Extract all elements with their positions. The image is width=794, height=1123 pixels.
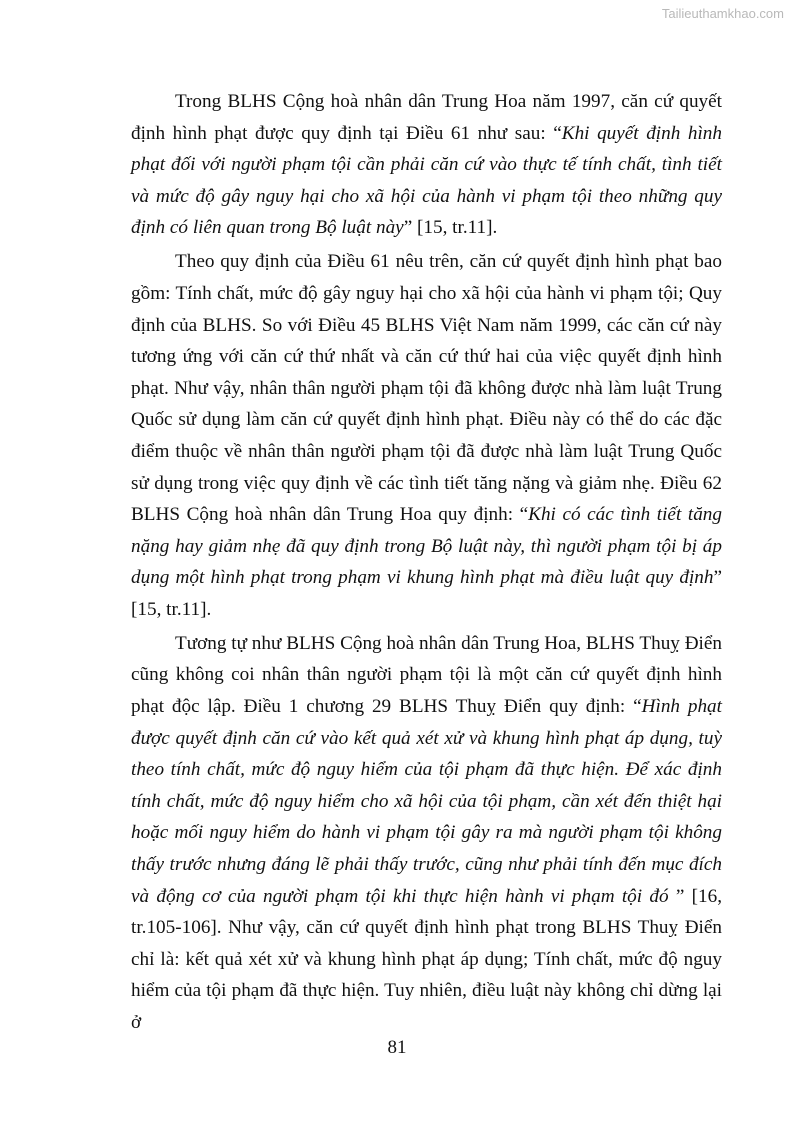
document-body xyxy=(131,86,722,1041)
quote-run: Hình phạt được quyết định căn cứ vào kết quả xét xử và khung hình phạt áp dụng, tuỳ theo tính chất, mức độ nguy hiểm của tội phạm đã thực hiện. Để xác định tính chất, mức độ nguy hiểm cho xã hội của tội phạm, cần xét đến thiệt hại hoặc mối nguy hiểm do hành vi phạm tội gây ra mà người phạm tội không thấy trước nhưng đáng lẽ phải thấy trước, cũng như phải tính đến mục đích và động cơ của người phạm tội khi thực hiện hành vi phạm tội đó xyxy=(131,696,722,907)
citation-run: ” [16, tr.105-106]. Như vậy, căn cứ quyết định hình phạt trong BLHS Thuỵ Điển chỉ là: kết quả xét xử và khung hình phạt áp dụng; Tính chất, mức độ nguy hiểm của tội phạm đã thực hiện. Tuy nhiên, điều luật này không chỉ dừng lại ở xyxy=(131,885,722,1033)
paragraph-1 xyxy=(131,86,722,244)
citation-run: ” [15, tr.11]. xyxy=(403,217,498,239)
text-run: Theo quy định của Điều 61 nêu trên, căn cứ quyết định hình phạt bao gồm: Tính chất, mức độ gây nguy hại cho xã hội của hành vi phạm tội; Quy định của BLHS. So với Điều 45 BLHS Việt Nam năm 1999, các căn cứ này tương ứng với căn cứ thứ nhất và căn cứ thứ hai của việc quyết định hình phạt. Như vậy, nhân thân người phạm tội đã không được nhà làm luật Trung Quốc sử dụng làm căn cứ quyết định hình phạt. Điều này có thể do các đặc điểm thuộc về nhân thân người phạm tội đã được nhà làm luật Trung Quốc sử dụng trong việc quy định về các tình tiết tăng nặng và giảm nhẹ. Điều 62 BLHS Cộng hoà nhân dân Trung Hoa quy định: “ xyxy=(131,251,722,526)
text-run: Trong BLHS Cộng hoà nhân dân Trung Hoa năm 1997, căn cứ quyết định hình phạt được quy định tại Điều 61 như sau: “ xyxy=(131,91,722,144)
text-run: Tương tự như BLHS Cộng hoà nhân dân Trung Hoa, BLHS Thuỵ Điển cũng không coi nhân thân người phạm tội là một căn cứ quyết định hình phạt độc lập. Điều 1 chương 29 BLHS Thuỵ Điển quy định: “ xyxy=(131,632,722,718)
quote-run: Khi có các tình tiết tăng nặng hay giảm nhẹ đã quy định trong Bộ luật này, thì người phạm tội bị áp dụng một hình phạt trong phạm vi khung hình phạt mà điều luật quy định xyxy=(131,504,722,589)
paragraph-2 xyxy=(131,246,722,625)
paragraph-3 xyxy=(131,628,722,1039)
page-number: 81 xyxy=(387,1037,407,1058)
quote-run: Khi quyết định hình phạt đối với người phạm tội cần phải căn cứ vào thực tế tính chất, tình tiết và mức độ gây nguy hại cho xã hội của hành vi phạm tội theo những quy định có liên quan trong Bộ luật này xyxy=(131,122,722,239)
watermark: Tailieuthamkhao.com xyxy=(661,6,784,21)
citation-run: ” [15, tr.11]. xyxy=(131,567,722,620)
